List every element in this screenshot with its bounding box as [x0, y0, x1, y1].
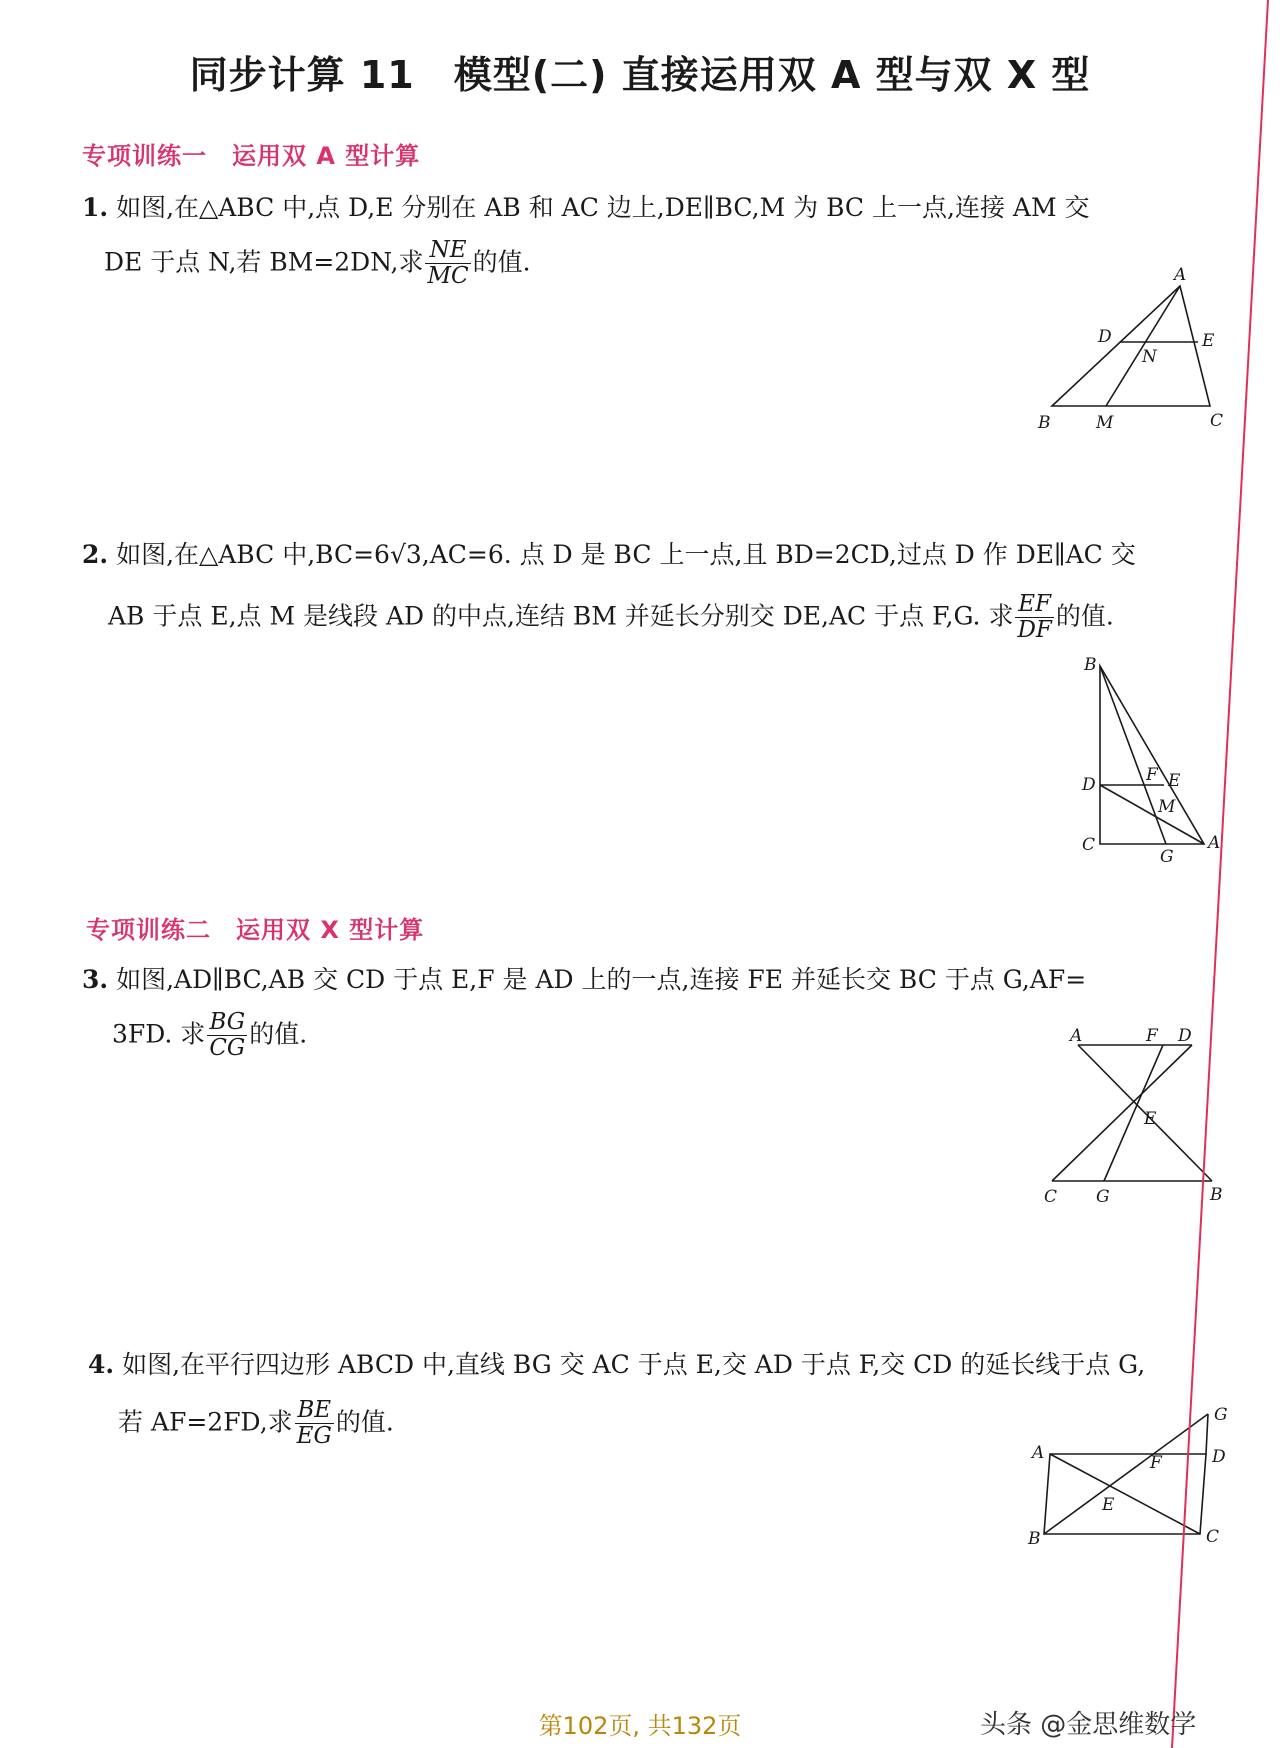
problem-1-text-2: DE 于点 N,若 BM=2DN,求: [104, 247, 424, 277]
fig3-label-f: F: [1146, 1026, 1158, 1046]
problem-4-text-3: 的值.: [335, 1407, 394, 1437]
fig2-label-f: F: [1146, 765, 1158, 785]
fig1-label-c: C: [1210, 411, 1224, 431]
fig3-label-d: D: [1178, 1026, 1192, 1046]
problem-4-text-1: 如图,在平行四边形 ABCD 中,直线 BG 交 AC 于点 E,交 AD 于点 F,交 CD 的延长线于点 G,: [122, 1350, 1146, 1379]
fig2-label-g: G: [1160, 847, 1174, 867]
problem-2-number: 2.: [82, 540, 109, 569]
fig4-label-c: C: [1206, 1527, 1220, 1547]
fig1-label-m: M: [1096, 413, 1114, 433]
problem-3-text-2: 3FD. 求: [112, 1019, 206, 1049]
fig4-label-d: D: [1212, 1447, 1226, 1467]
fig2-label-a: A: [1208, 833, 1221, 853]
fig1-label-n: N: [1142, 347, 1157, 367]
fig2-label-e: E: [1168, 771, 1181, 791]
problem-3-number: 3.: [82, 965, 109, 994]
fig1-label-d: D: [1098, 327, 1112, 347]
section-heading-1: 专项训练一 运用双 A 型计算: [82, 142, 421, 170]
problem-2-frac-num: EF: [1015, 592, 1053, 618]
watermark: 头条 @金思维数学: [980, 1710, 1197, 1740]
problem-3-text-1: 如图,AD∥BC,AB 交 CD 于点 E,F 是 AD 上的一点,连接 FE 并延长交 BC 于点 G,AF=: [116, 965, 1087, 994]
fig3-label-c: C: [1044, 1187, 1058, 1207]
fig3-label-b: B: [1210, 1185, 1223, 1205]
problem-1-number: 1.: [82, 193, 109, 222]
problem-4-number: 4.: [88, 1350, 115, 1379]
fig2-label-c: C: [1082, 835, 1096, 855]
problem-2-text-1: 如图,在△ABC 中,BC=6√3,AC=6. 点 D 是 BC 上一点,且 BD=2CD,过点 D 作 DE∥AC 交: [116, 540, 1136, 569]
problem-1-text-1: 如图,在△ABC 中,点 D,E 分别在 AB 和 AC 边上,DE∥BC,M 为 BC 上一点,连接 AM 交: [116, 193, 1090, 222]
fig2-label-m: M: [1158, 797, 1176, 817]
fig1-label-e: E: [1202, 331, 1215, 351]
problem-2-frac-den: DF: [1017, 617, 1052, 644]
fig4-label-a: A: [1032, 1443, 1045, 1463]
problem-1-frac-den: MC: [427, 263, 469, 290]
problem-2-text-2: AB 于点 E,点 M 是线段 AD 的中点,连结 BM 并延长分别交 DE,AC 于点 F,G. 求: [108, 601, 1014, 631]
problem-2-text-3: 的值.: [1055, 601, 1114, 631]
problem-4-frac-den: EG: [296, 1423, 332, 1450]
fig3-label-e: E: [1144, 1109, 1157, 1129]
fig1-label-a: A: [1174, 265, 1187, 285]
fig4-label-g: G: [1214, 1405, 1228, 1425]
fig2-label-b: B: [1084, 655, 1097, 675]
problem-3-text-3: 的值.: [249, 1019, 308, 1049]
problem-1-frac-num: NE: [425, 238, 470, 264]
problem-4-text-2: 若 AF=2FD,求: [118, 1407, 293, 1437]
problem-3-frac-den: CG: [209, 1035, 246, 1062]
fig4-label-e: E: [1102, 1495, 1115, 1515]
section-heading-2: 专项训练二 运用双 X 型计算: [86, 916, 425, 944]
fig2-label-d: D: [1082, 775, 1096, 795]
problem-4-frac-num: BE: [295, 1398, 334, 1424]
red-margin-stroke: [1172, 0, 1268, 1748]
fig1-label-b: B: [1038, 413, 1051, 433]
fig4-label-b: B: [1028, 1529, 1041, 1549]
fig3-label-g: G: [1096, 1187, 1110, 1207]
problem-3-frac-num: BG: [207, 1010, 247, 1036]
fig4-label-f: F: [1150, 1453, 1162, 1473]
page-footer: 第102页, 共132页: [538, 1712, 742, 1740]
problem-1-text-3: 的值.: [472, 247, 531, 277]
page-title: 同步计算 11 模型(二) 直接运用双 A 型与双 X 型: [189, 53, 1091, 97]
fig3-label-a: A: [1070, 1026, 1083, 1046]
